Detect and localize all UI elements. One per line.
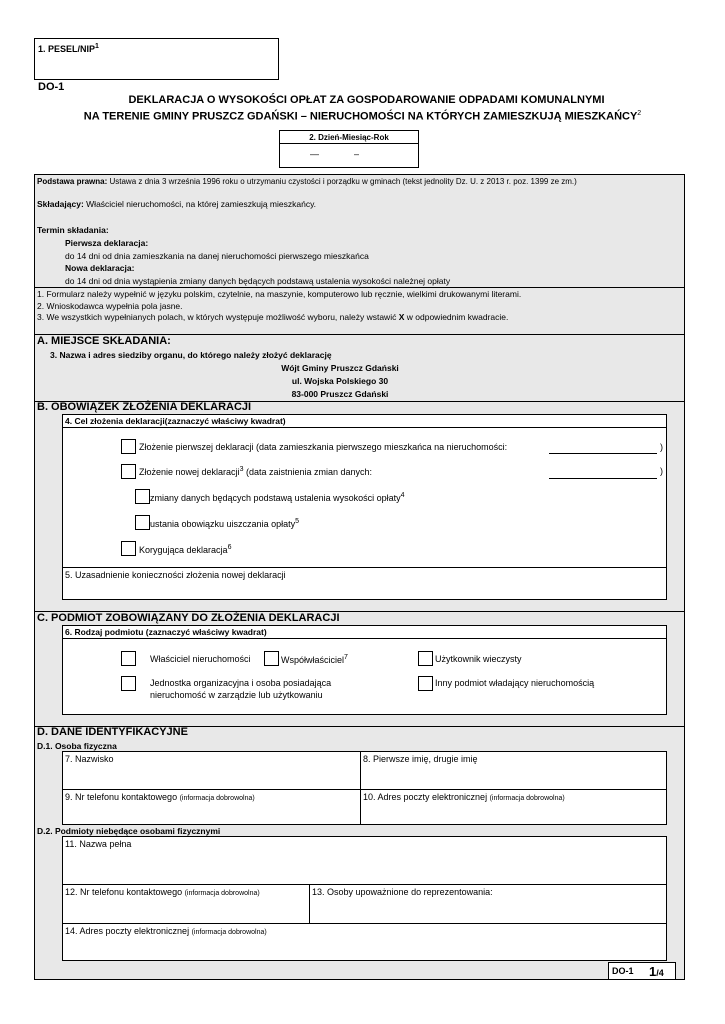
date-separator: — [310,149,319,159]
email-label: 10. Adres poczty elektronicznej (informacja dobrowolna) [363,792,565,802]
entity-phone-field[interactable] [63,885,309,923]
first-declaration-checkbox[interactable] [121,439,136,454]
representatives-field[interactable] [310,885,666,923]
new-declaration-text: do 14 dni od dnia wystąpienia zmiany danych będących podstawą ustalenia wysokości należnej opłaty [65,276,451,286]
instruction-1: 1. Formularz należy wypełnić w języku polskim, czytelnie, na maszynie, komputerowo lub ręcznie, wielkimi drukowanymi literami. [37,289,522,299]
new-declaration-date-input[interactable] [549,478,657,479]
first-names-field[interactable] [361,752,666,789]
footer-form-code: DO-1 [612,966,634,976]
field-6-box [62,625,667,715]
email-field[interactable] [361,790,666,824]
surname-field[interactable] [63,752,360,789]
person-table [62,751,667,825]
entity-email-field[interactable] [63,924,666,960]
first-declaration-option: Złożenie pierwszej deklaracji (data zamieszkania pierwszego mieszkańca na nieruchomości: [139,442,508,452]
obligation-end-option: ustania obowiązku uiszczania opłaty$^5$ [150,518,299,529]
owner-option: Właściciel nieruchomości [150,654,251,664]
section-b-title: B. OBOWIĄZEK ZŁOŻENIA DEKLARACJI [37,401,252,413]
correction-checkbox[interactable] [121,541,136,556]
coowner-option: Współwłaściciel$^7$ [281,654,348,665]
section-d-title: D. DANE IDENTYFIKACYJNE [37,726,188,738]
field-4-box [62,414,667,600]
office-name: Wójt Gminy Pruszcz Gdański [281,363,399,373]
page-number: 1/4 [649,964,664,979]
entity-table [62,836,667,961]
office-city: 83-000 Pruszcz Gdański [291,389,389,399]
justification-input[interactable] [63,582,666,599]
section-a-title: A. MIEJSCE SKŁADANIA: [37,335,171,347]
other-entity-checkbox[interactable] [418,676,433,691]
phone-field[interactable] [63,790,360,824]
legal-basis: Podstawa prawna: Ustawa z dnia 3 września 1996 roku o utrzymaniu czystości i porządku w gminach (tekst jednolity Dz. U. z 2013 r. poz. 1399 ze zm.) [37,177,577,186]
instruction-3: 3. We wszystkich wypełnianych polach, w których występuje możliwość wyboru, należy wstawić X w odpowiednim kwadracie. [37,312,509,322]
first-declaration-date-input[interactable] [549,453,657,454]
field-4-label: 4. Cel złożenia deklaracji(zaznaczyć właściwy kwadrat) [65,416,286,426]
closing-paren: ) [660,466,663,476]
field-5-label: 5. Uzasadnienie konieczności złożenia nowej deklaracji [65,570,286,580]
entity-phone-label: 12. Nr telefonu kontaktowego (informacja dobrowolna) [65,887,260,897]
office-street: ul. Wojska Polskiego 30 [291,376,389,386]
representatives-label: 13. Osoby upoważnione do reprezentowania: [312,887,493,897]
surname-label: 7. Nazwisko [65,754,114,764]
other-entity-option: Inny podmiot władający nieruchomością [435,678,595,688]
new-declaration-checkbox[interactable] [121,464,136,479]
first-declaration-text: do 14 dni od dnia zamieszkania na danej nieruchomości pierwszego mieszkańca [65,251,369,261]
page-badge [608,962,676,980]
date-box[interactable] [279,130,419,168]
correction-option: Korygująca deklaracja$^6$ [139,544,232,555]
new-declaration-label: Nowa deklaracja: [65,263,135,273]
perpetual-user-checkbox[interactable] [418,651,433,666]
pesel-box[interactable] [34,38,279,80]
section-c-title: C. PODMIOT ZOBOWIĄZANY DO ZŁOŻENIA DEKLARACJI [37,612,340,624]
entity-email-label: 14. Adres poczty elektronicznej (informacja dobrowolna) [65,926,267,936]
date-label: 2. Dzień-Miesiąc-Rok [309,133,389,142]
form-code: DO-1 [38,81,65,93]
full-name-field[interactable] [63,837,666,884]
section-d2-title: D.2. Podmioty niebędące osobami fizycznymi [37,826,221,836]
owner-checkbox[interactable] [121,651,136,666]
closing-paren: ) [660,442,663,452]
filer: Składający: Właściciel nieruchomości, na której zamieszkują mieszkańcy. [37,199,317,209]
pesel-label: 1. PESEL/NIP$^1$ [38,43,99,54]
date-separator: – [354,149,360,159]
data-change-checkbox[interactable] [135,489,150,504]
coowner-checkbox[interactable] [264,651,279,666]
full-name-label: 11. Nazwa pełna [65,839,132,849]
field-6-label: 6. Rodzaj podmiotu (zaznaczyć właściwy kwadrat) [65,627,267,637]
organization-checkbox[interactable] [121,676,136,691]
form-title-line1: DEKLARACJA O WYSOKOŚCI OPŁAT ZA GOSPODAROWANIE ODPADAMI KOMUNALNYMI [128,94,605,106]
section-d1-title: D.1. Osoba fizyczna [37,741,117,751]
instruction-2: 2. Wnioskodawca wypełnia pola jasne. [37,301,183,311]
field-3-label: 3. Nazwa i adres siedziby organu, do którego należy złożyć deklarację [50,350,332,360]
organization-option-line2: nieruchomość w zarządzie lub użytkowaniu [150,690,323,700]
data-change-option: zmiany danych będących podstawą ustalenia wysokości opłaty$^4$ [150,492,405,503]
perpetual-user-option: Użytkownik wieczysty [435,654,522,664]
organization-option-line1: Jednostka organizacyjna i osoba posiadająca [150,678,332,688]
obligation-end-checkbox[interactable] [135,515,150,530]
form-title-line2: NA TERENIE GMINY PRUSZCZ GDAŃSKI – NIERUCHOMOŚCI NA KTÓRYCH ZAMIESZKUJĄ MIESZKAŃCY$^2$ [83,110,642,123]
first-names-label: 8. Pierwsze imię, drugie imię [363,754,478,764]
deadline-label: Termin składania: [37,225,109,235]
phone-label: 9. Nr telefonu kontaktowego (informacja dobrowolna) [65,792,255,802]
first-declaration-label: Pierwsza deklaracja: [65,238,149,248]
new-declaration-option: Złożenie nowej deklaracji$^3$ (data zaistnienia zmian danych: [139,466,373,477]
